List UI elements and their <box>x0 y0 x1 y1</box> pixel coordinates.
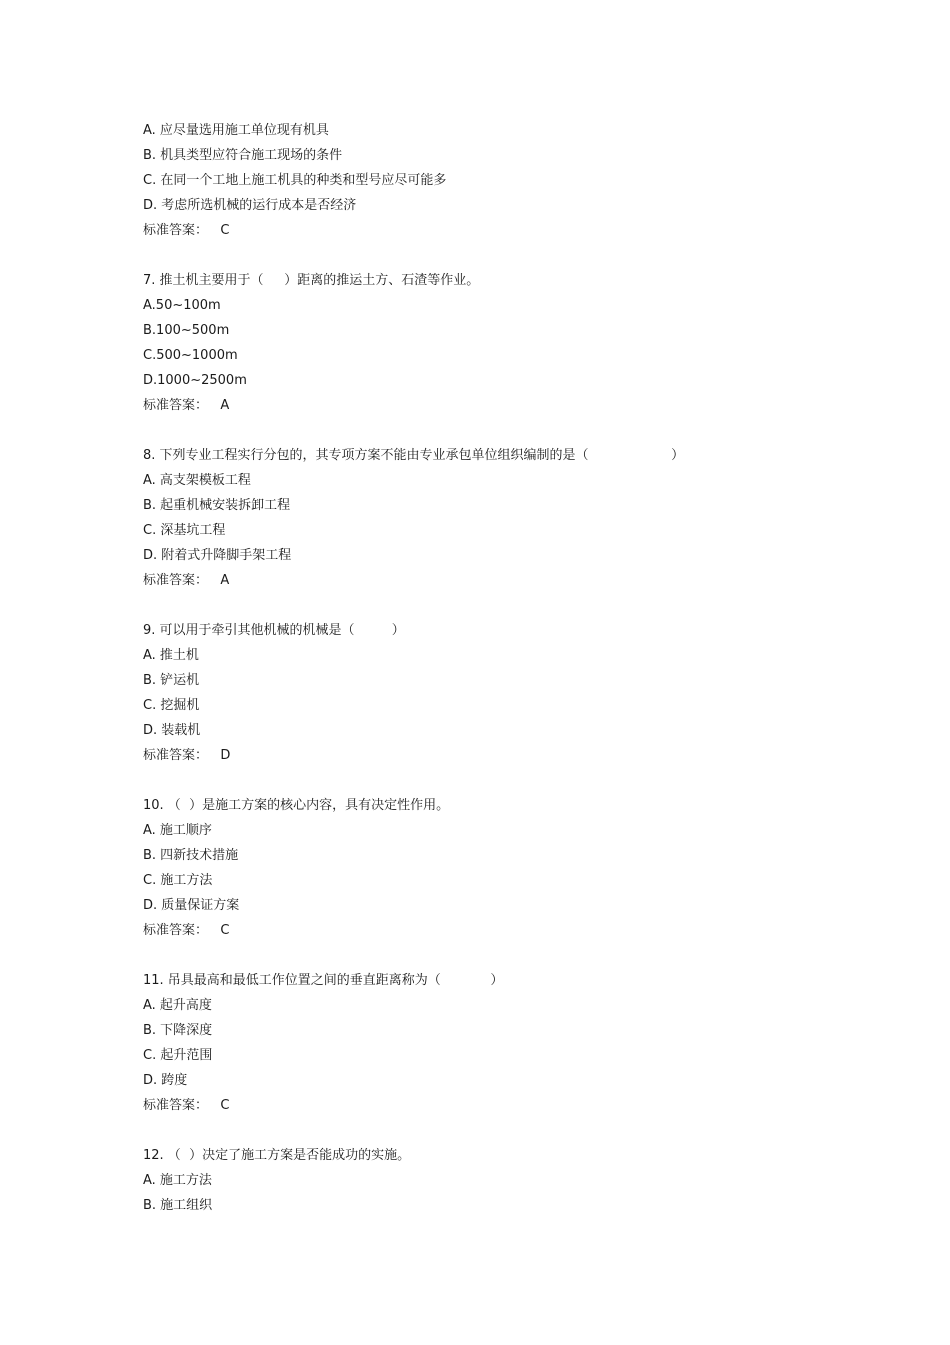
option-text: C. 施工方法 <box>143 873 213 888</box>
question-block <box>143 1143 903 1218</box>
question-text: 11. 吊具最高和最低工作位置之间的垂直距离称为（ ） <box>143 973 504 988</box>
question-text: 8. 下列专业工程实行分包的，其专项方案不能由专业承包单位组织编制的是（ ） <box>143 448 685 463</box>
answer-text: 标准答案： C <box>143 223 230 238</box>
answer-text: 标准答案： D <box>143 748 231 763</box>
option-text: B. 起重机械安装拆卸工程 <box>143 498 291 513</box>
question-block <box>143 968 903 1118</box>
question-block <box>143 443 903 593</box>
question-block <box>143 618 903 768</box>
option-text: B. 机具类型应符合施工现场的条件 <box>143 148 343 163</box>
question-text: 9. 可以用于牵引其他机械的机械是（ ） <box>143 623 405 638</box>
document-page <box>143 118 903 1218</box>
question-text: 7. 推土机主要用于（ ）距离的推运土方、石渣等作业。 <box>143 273 480 288</box>
option-text: D. 装载机 <box>143 723 201 738</box>
question-block <box>143 118 903 243</box>
option-text: B. 铲运机 <box>143 673 200 688</box>
option-text: A. 起升高度 <box>143 998 212 1013</box>
question-block <box>143 268 903 418</box>
option-text: B. 四新技术措施 <box>143 848 239 863</box>
option-text: D.1000~2500m <box>143 373 247 388</box>
option-text: D. 跨度 <box>143 1073 188 1088</box>
answer-text: 标准答案： C <box>143 923 230 938</box>
question-block <box>143 793 903 943</box>
question-text: 12. （ ）决定了施工方案是否能成功的实施。 <box>143 1148 411 1163</box>
option-text: D. 附着式升降脚手架工程 <box>143 548 292 563</box>
option-text: D. 考虑所选机械的运行成本是否经济 <box>143 198 357 213</box>
answer-text: 标准答案： C <box>143 1098 230 1113</box>
option-text: B. 下降深度 <box>143 1023 213 1038</box>
option-text: B.100~500m <box>143 323 230 338</box>
option-text: A. 应尽量选用施工单位现有机具 <box>143 123 329 138</box>
option-text: B. 施工组织 <box>143 1198 213 1213</box>
option-text: A.50~100m <box>143 298 221 313</box>
option-text: C. 起升范围 <box>143 1048 213 1063</box>
answer-text: 标准答案： A <box>143 573 230 588</box>
option-text: C. 在同一个工地上施工机具的种类和型号应尽可能多 <box>143 173 447 188</box>
option-text: C. 深基坑工程 <box>143 523 226 538</box>
option-text: C.500~1000m <box>143 348 238 363</box>
answer-text: 标准答案： A <box>143 398 230 413</box>
option-text: A. 推土机 <box>143 648 199 663</box>
question-text: 10. （ ）是施工方案的核心内容，具有决定性作用。 <box>143 798 450 813</box>
option-text: A. 高支架模板工程 <box>143 473 251 488</box>
option-text: A. 施工方法 <box>143 1173 212 1188</box>
option-text: A. 施工顺序 <box>143 823 212 838</box>
option-text: D. 质量保证方案 <box>143 898 240 913</box>
option-text: C. 挖掘机 <box>143 698 200 713</box>
